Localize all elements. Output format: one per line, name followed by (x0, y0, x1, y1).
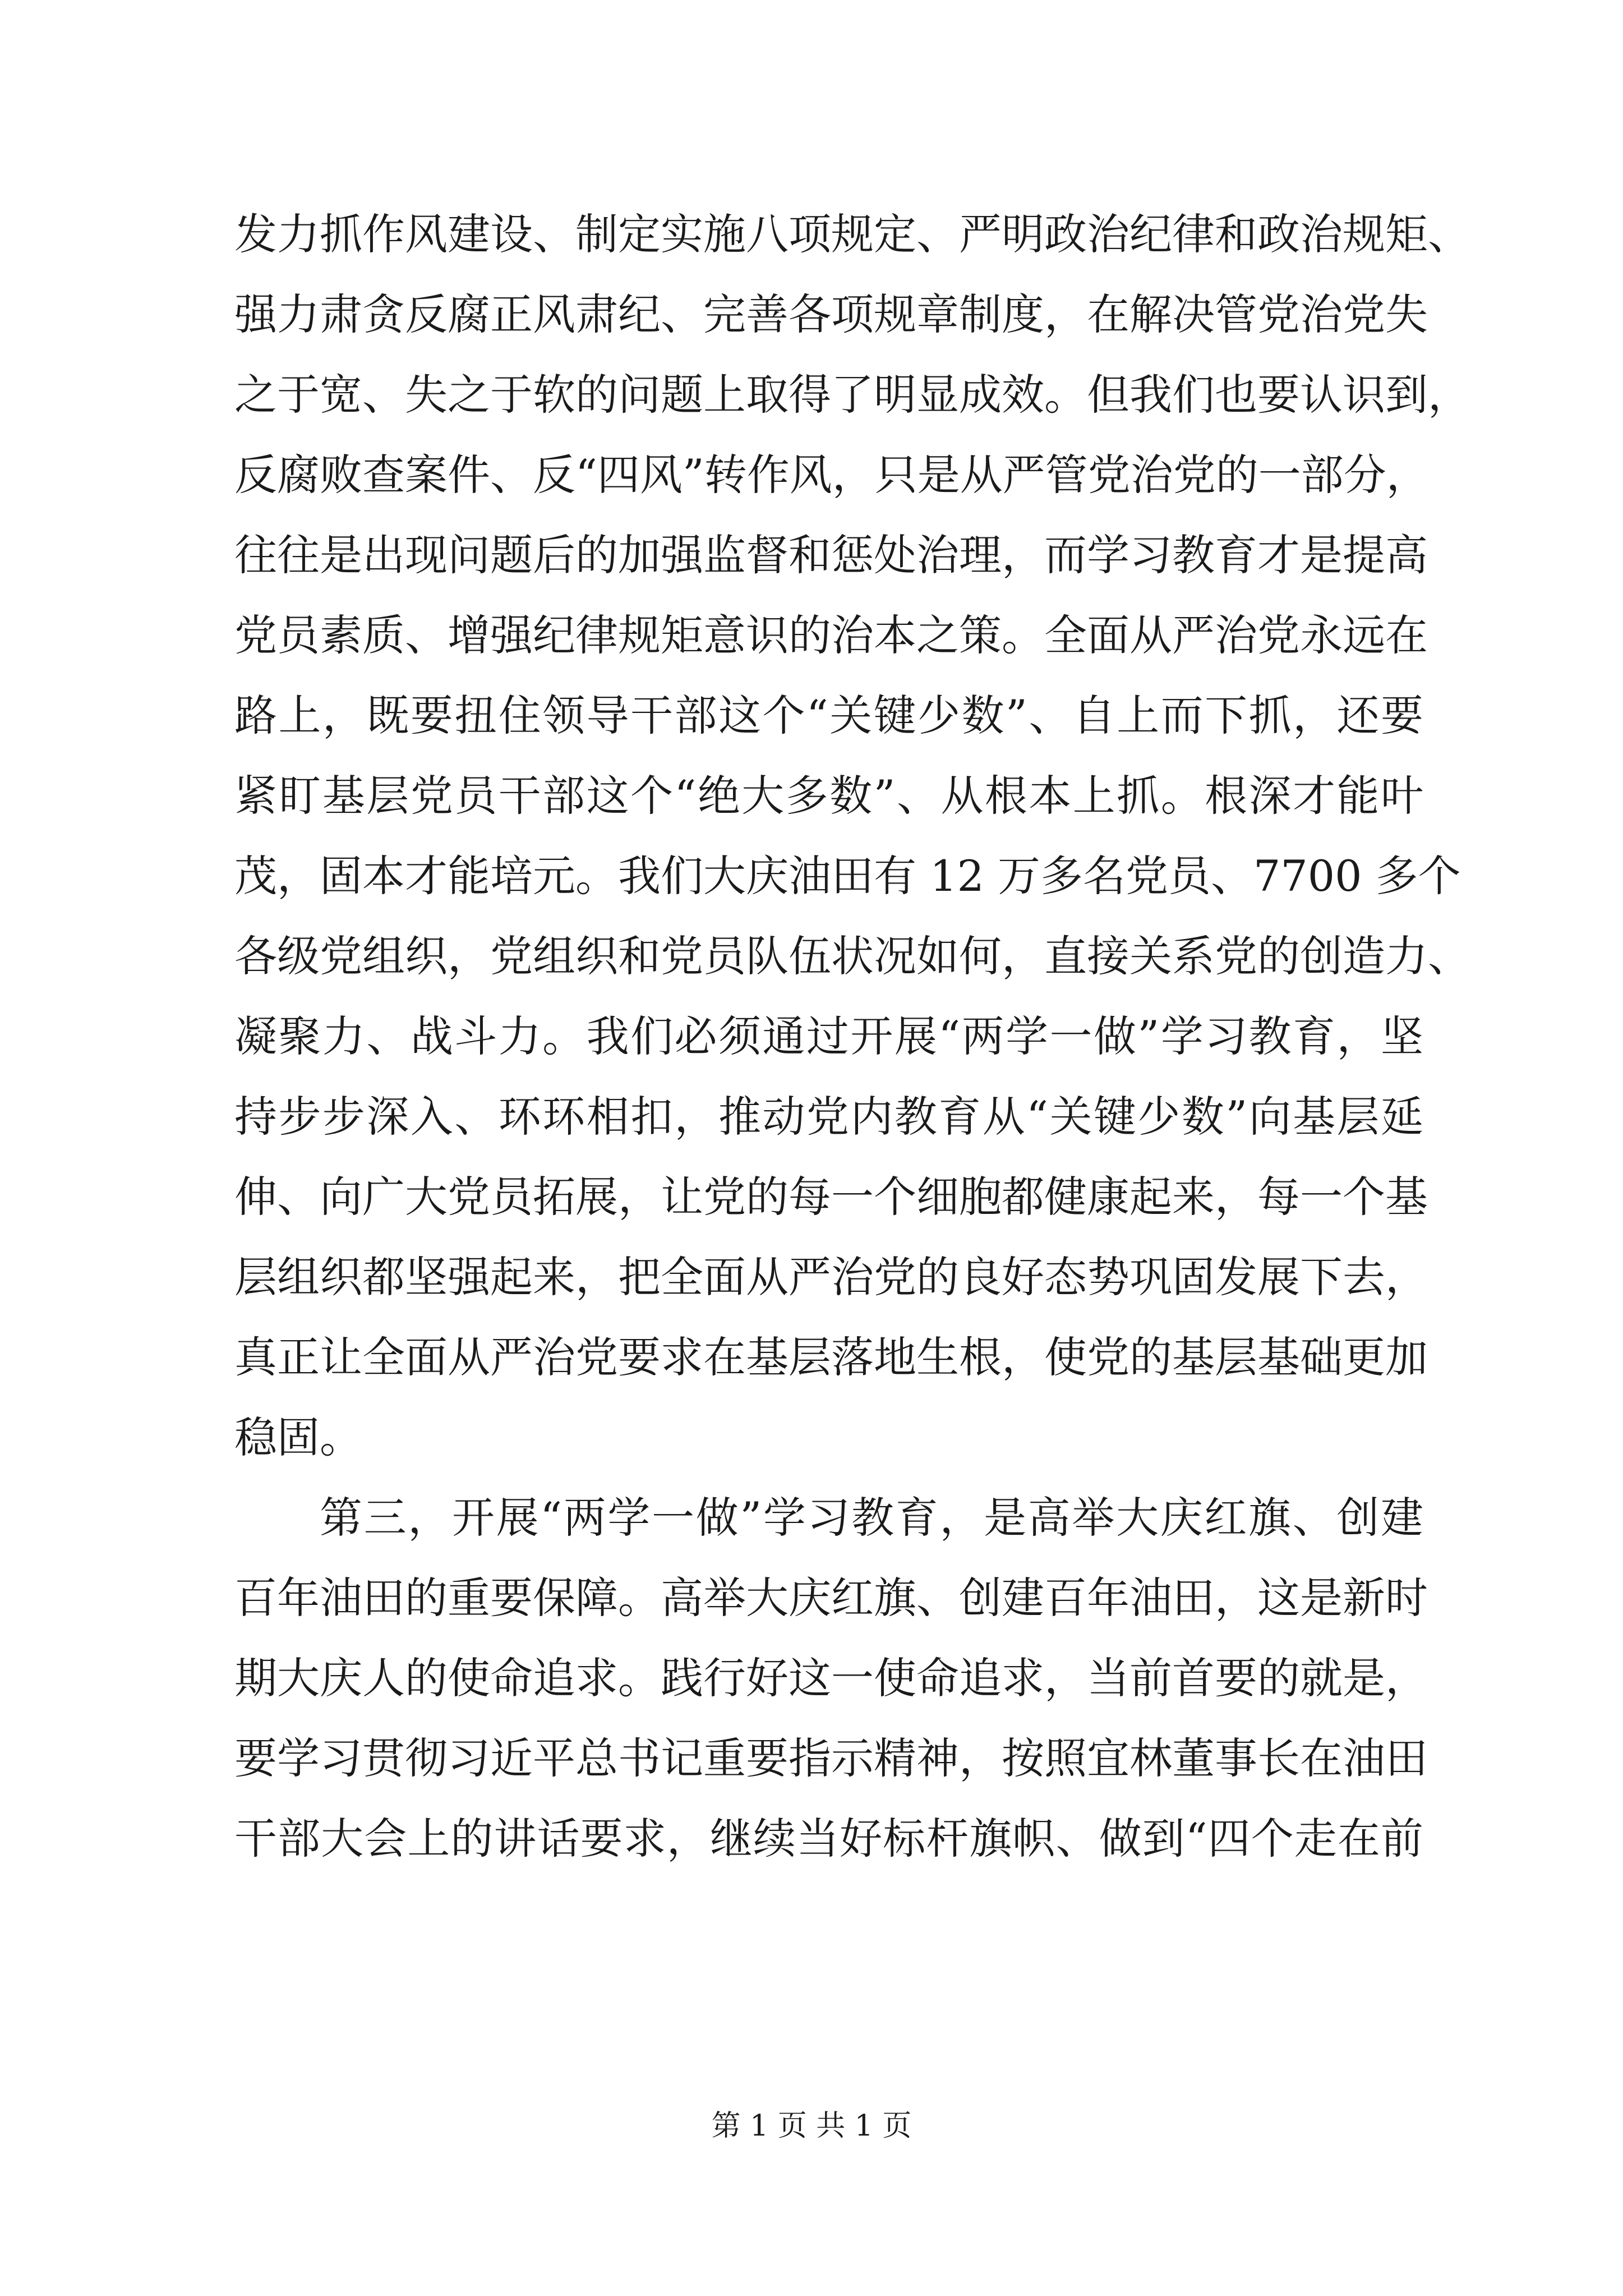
text-line: 往往是出现问题后的加强监督和惩处治理，而学习教育才是提高 (234, 530, 1428, 580)
document-body (234, 194, 1470, 1879)
text-line: 之于宽、失之于软的问题上取得了明显成效。但我们也要认识到， (234, 370, 1470, 420)
text-line: 持步步深入、环环相扣，推动党内教育从“关键少数”向基层延 (234, 1092, 1423, 1142)
text-line: 期大庆人的使命追求。践行好这一使命追求，当前首要的就是， (234, 1653, 1428, 1703)
text-line: 伸、向广大党员拓展，让党的每一个细胞都健康起来，每一个基 (234, 1172, 1428, 1222)
text-line: 茂，固本才能培元。我们大庆油田有 12 万多名党员、7700 多个 (234, 851, 1461, 901)
text-line: 百年油田的重要保障。高举大庆红旗、创建百年油田，这是新时 (234, 1573, 1428, 1623)
text-line: 反腐败查案件、反“四风”转作风，只是从严管党治党的一部分， (234, 450, 1429, 500)
text-line: 稳固。 (234, 1412, 362, 1462)
text-line: 各级党组织，党组织和党员队伍状况如何，直接关系党的创造力、 (234, 931, 1470, 981)
text-line: 党员素质、增强纪律规矩意识的治本之策。全面从严治党永远在 (234, 610, 1428, 660)
text-line: 凝聚力、战斗力。我们必须通过开展“两学一做”学习教育，坚 (234, 1011, 1423, 1061)
paragraph-first-line: 第三，开展“两学一做”学习教育，是高举大庆红旗、创建 (320, 1493, 1423, 1543)
text-line: 真正让全面从严治党要求在基层落地生根，使党的基层基础更加 (234, 1332, 1428, 1382)
text-line: 层组织都坚强起来，把全面从严治党的良好态势巩固发展下去， (234, 1252, 1428, 1302)
page-footer (0, 2106, 1623, 2146)
text-line: 干部大会上的讲话要求，继续当好标杆旗帜、做到“四个走在前 (234, 1814, 1423, 1864)
text-line: 强力肃贪反腐正风肃纪、完善各项规章制度，在解决管党治党失 (234, 289, 1428, 339)
text-line: 紧盯基层党员干部这个“绝大多数”、从根本上抓。根深才能叶 (234, 771, 1423, 821)
text-line: 要学习贯彻习近平总书记重要指示精神，按照宜林董事长在油田 (234, 1733, 1428, 1783)
page-number-label: 第 1 页 共 1 页 (711, 2109, 912, 2143)
text-line: 路上，既要扭住领导干部这个“关键少数”、自上而下抓，还要 (234, 691, 1423, 740)
text-line: 发力抓作风建设、制定实施八项规定、严明政治纪律和政治规矩、 (234, 209, 1470, 259)
